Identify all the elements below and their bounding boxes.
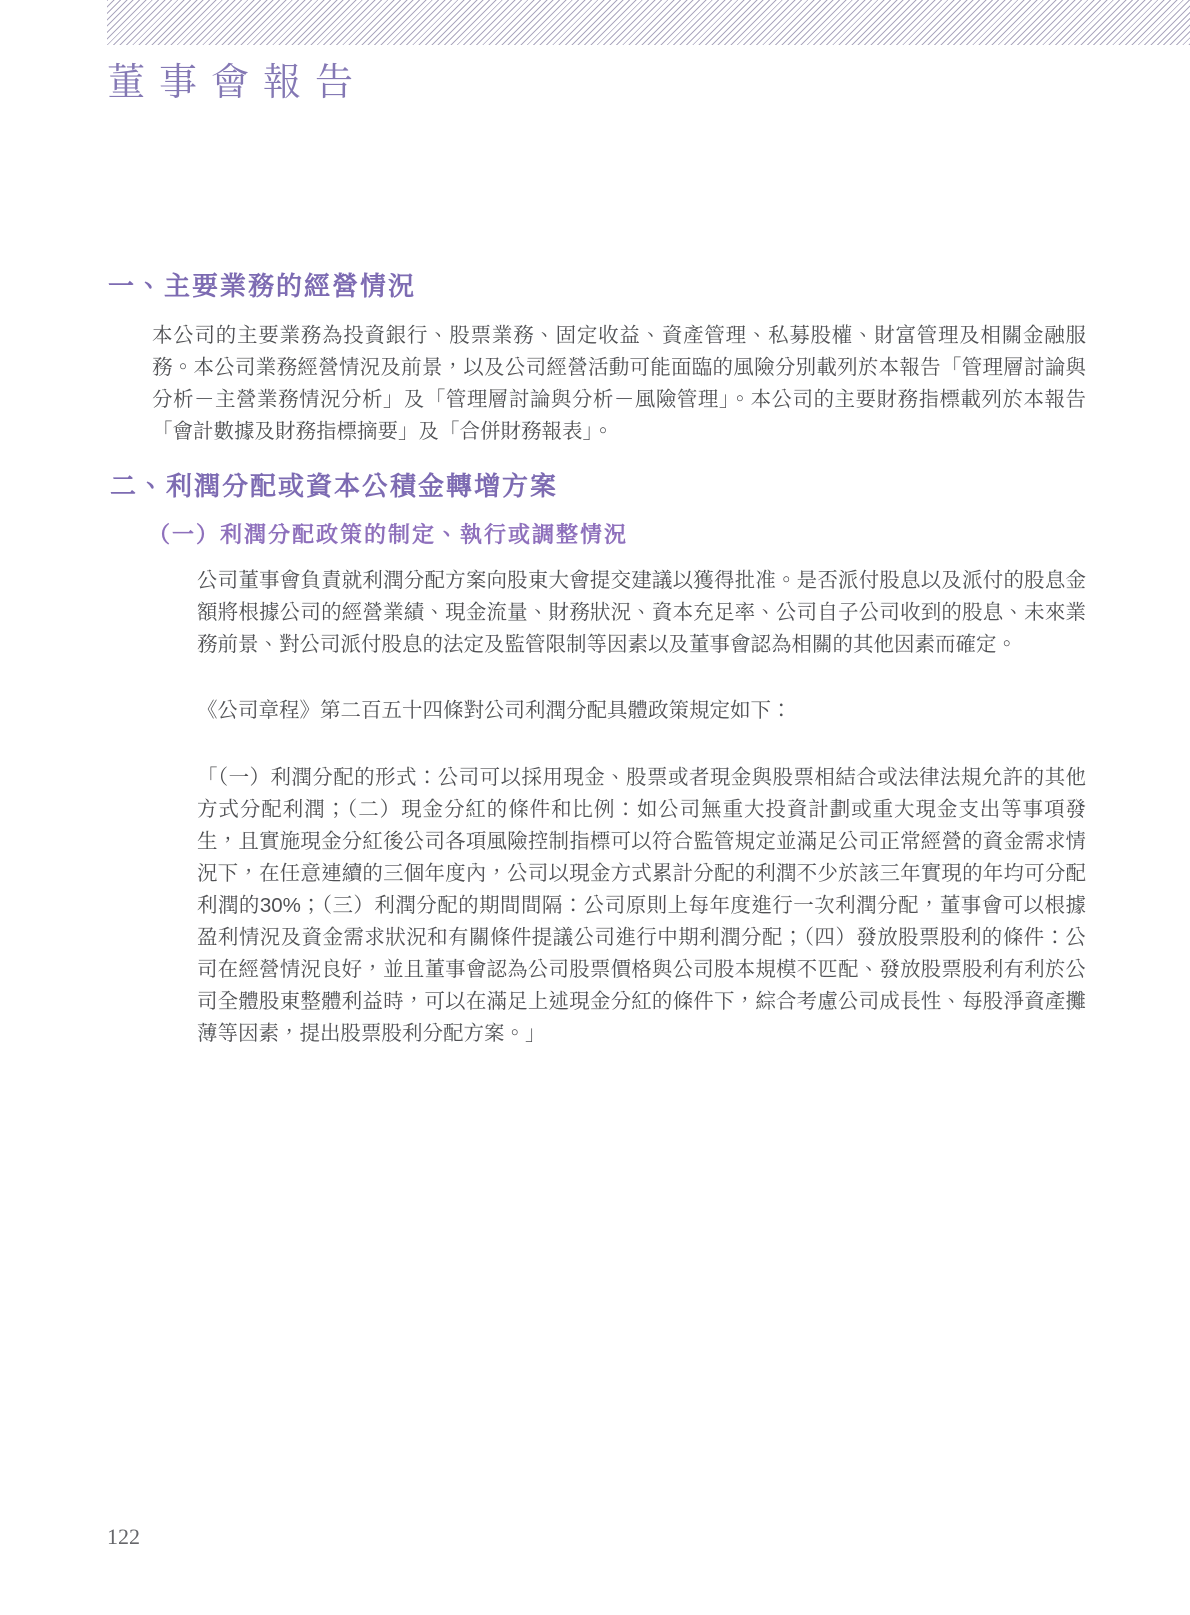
section-2-heading: 二、利潤分配或資本公積金轉增方案 <box>110 471 559 502</box>
hatch-banner <box>107 0 1190 45</box>
subsection-1-heading: （一）利潤分配政策的制定、執行或調整情況 <box>148 521 629 547</box>
page-number: 122 <box>107 1524 140 1549</box>
section-1-heading: 一、主要業務的經營情況 <box>108 270 417 301</box>
page-title: 董事會報告 <box>107 62 368 104</box>
subsection-paragraph-dividend-policy: 公司董事會負責就利潤分配方案向股東大會提交建議以獲得批准。是否派付股息以及派付的股息金額將根據公司的經營業績、現金流量、財務狀況、資本充足率、公司自子公司收到的股息、未來業務前景、對公司派付股息的法定及監管限制等因素以及董事會認為相關的其他因素而確定。 <box>197 569 1086 657</box>
subsection-paragraph-articles-intro: 《公司章程》第二百五十四條對公司利潤分配具體政策規定如下： <box>197 699 792 723</box>
section-1-paragraph: 本公司的主要業務為投資銀行、股票業務、固定收益、資產管理、私募股權、財富管理及相關金融服務。本公司業務經營情況及前景，以及公司經營活動可能面臨的風險分別載列於本報告「管理層討論與分析－主營業務情況分析」及「管理層討論與分析－風險管理」。本公司的主要財務指標載列於本報告「會計數據及財務指標摘要」及「合併財務報表」。 <box>152 324 1086 444</box>
subsection-paragraph-articles-quote: 「（一）利潤分配的形式：公司可以採用現金、股票或者現金與股票相結合或法律法規允許的其他方式分配利潤；（二）現金分紅的條件和比例：如公司無重大投資計劃或重大現金支出等事項發生，且實施現金分紅後公司各項風險控制指標可以符合監管規定並滿足公司正常經營的資金需求情況下，在任意連續的三個年度內，公司以現金方式累計分配的利潤不少於該三年實現的年均可分配利潤的30%；（三）利潤分配的期間間隔：公司原則上每年度進行一次利潤分配，董事會可以根據盈利情況及資金需求狀況和有關條件提議公司進行中期利潤分配；（四）發放股票股利的條件：公司在經營情況良好，並且董事會認為公司股票價格與公司股本規模不匹配、發放股票股利有利於公司全體股東整體利益時，可以在滿足上述現金分紅的條件下，綜合考慮公司成長性、每股淨資產攤薄等因素，提出股票股利分配方案。」 <box>197 766 1086 1046</box>
